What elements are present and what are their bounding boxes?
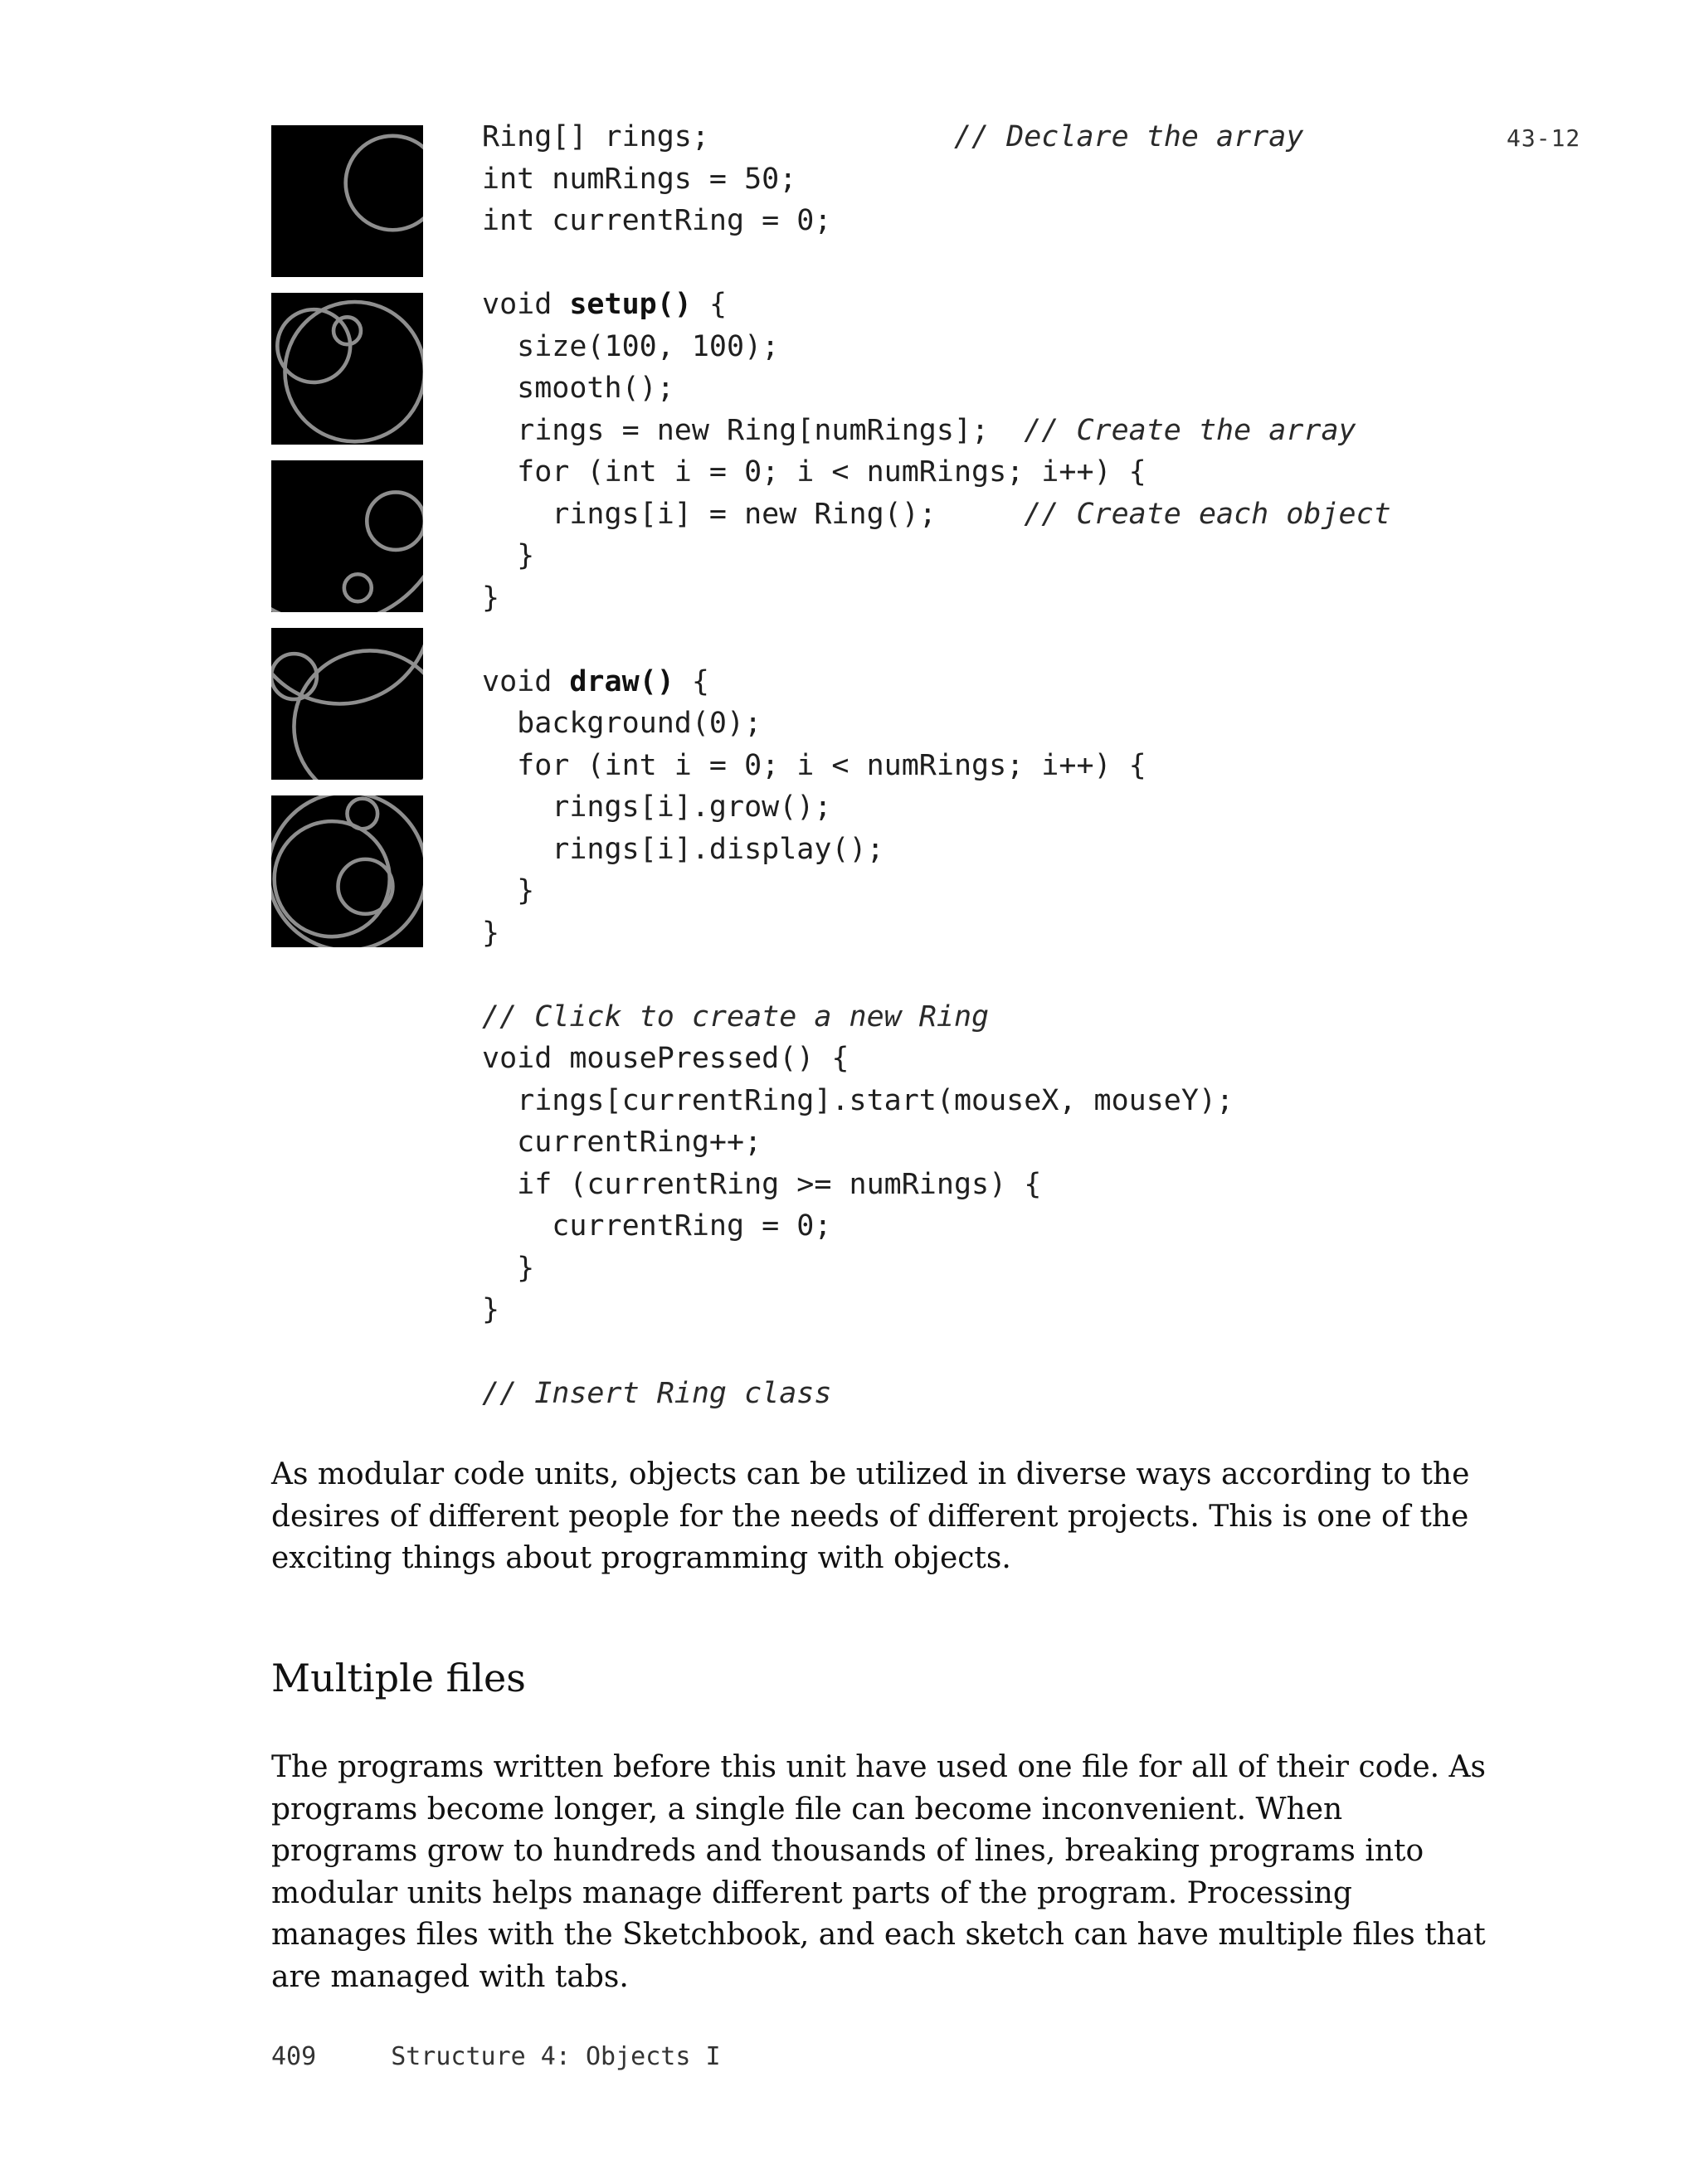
page-footer [271, 2042, 721, 2071]
code-line: void draw() { [482, 664, 709, 698]
code-line: Ring[] rings; // Declare the array [482, 120, 1304, 153]
code-line: smooth(); [482, 372, 674, 405]
code-line: } [482, 539, 535, 572]
code-line: rings[i].grow(); [482, 790, 832, 824]
example-number: 43-12 [1507, 124, 1581, 152]
code-line-blank [482, 242, 1391, 285]
code-line: rings[i].display(); [482, 832, 884, 866]
sketch-thumbnails [271, 125, 423, 963]
sketch-frame-1 [271, 125, 423, 277]
sketch-frame-3 [271, 460, 423, 612]
code-line: } [482, 916, 500, 950]
code-line: for (int i = 0; i < numRings; i++) { [482, 748, 1146, 782]
code-line-blank [482, 954, 1391, 996]
code-line: if (currentRing >= numRings) { [482, 1167, 1042, 1201]
sketch-frame-4 [271, 628, 423, 780]
code-comment: // Insert Ring class [482, 1377, 832, 1410]
sketch-frame-5 [271, 795, 423, 947]
code-line: currentRing++; [482, 1126, 762, 1159]
code-line: background(0); [482, 707, 762, 740]
code-line: rings[i] = new Ring(); // Create each object [482, 497, 1391, 531]
code-line: rings = new Ring[numRings]; // Create the array [482, 413, 1356, 447]
code-line: void mousePressed() { [482, 1042, 850, 1075]
page-number: 409 [271, 2042, 317, 2071]
code-line: size(100, 100); [482, 329, 780, 363]
body-paragraph: As modular code units, objects can be utilized in diverse ways according to the desires of different people for the needs of different projects. This is one of the exciting things about programming with objects. [271, 1457, 1470, 1575]
code-comment: // Click to create a new Ring [482, 1000, 990, 1034]
code-listing [482, 116, 1391, 1415]
body-paragraph: The programs written before this unit have used one file for all of their code. As programs become longer, a single file can become inconvenient. When programs grow to hundreds and thousands of lines, breaking programs into modular units helps manage different parts of the program. Processing manages files with the Sketchbook, and each sketch can have multiple files that are managed with tabs. [271, 1750, 1486, 1994]
code-line: rings[currentRing].start(mouseX, mouseY); [482, 1083, 1234, 1117]
code-line: } [482, 581, 500, 615]
code-line: } [482, 1251, 535, 1285]
code-line: int numRings = 50; [482, 162, 797, 196]
code-line: void setup() { [482, 288, 728, 321]
section-heading: Multiple files [271, 1656, 526, 1700]
code-line-blank [482, 619, 1391, 661]
code-line: } [482, 1293, 500, 1326]
code-line: for (int i = 0; i < numRings; i++) { [482, 455, 1146, 489]
code-line: } [482, 874, 535, 907]
code-line-blank [482, 1331, 1391, 1374]
code-line: int currentRing = 0; [482, 204, 832, 237]
code-line: currentRing = 0; [482, 1209, 832, 1243]
running-title: Structure 4: Objects I [391, 2042, 721, 2071]
sketch-frame-2 [271, 293, 423, 445]
